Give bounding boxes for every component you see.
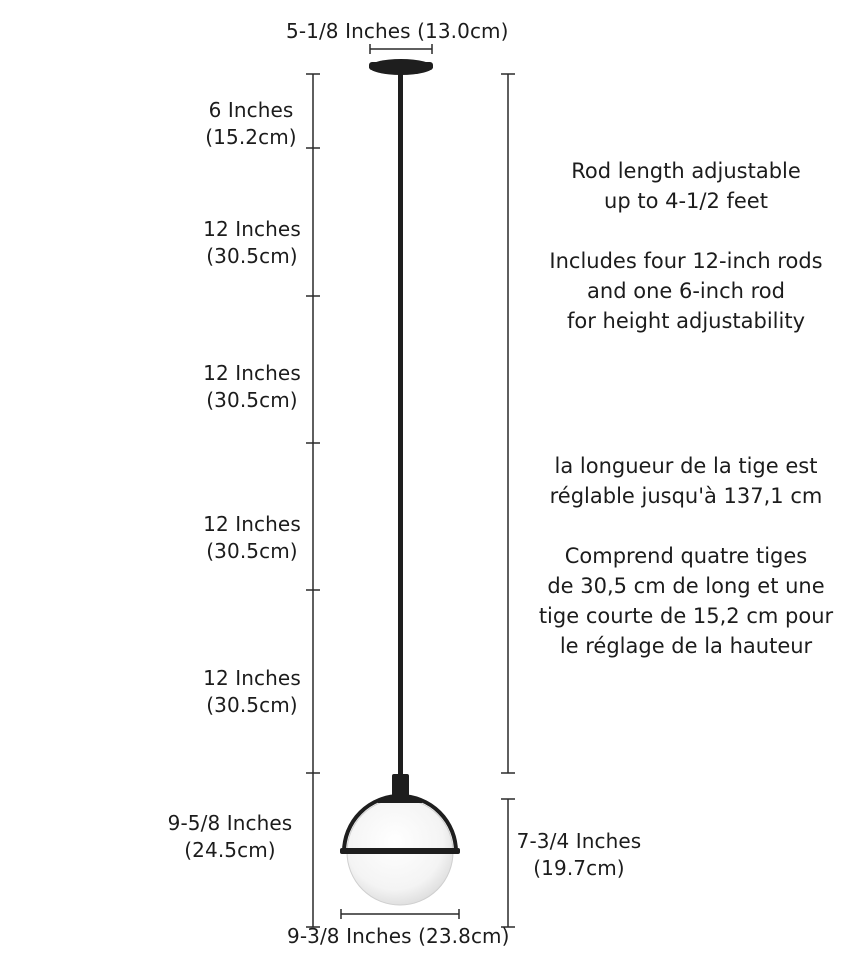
globe-height-inches: 7-3/4 Inches <box>516 829 642 853</box>
en-note-line: for height adjustability <box>566 309 806 333</box>
segment-label-1 <box>205 97 297 151</box>
fr-note-line: réglable jusqu'à 137,1 cm <box>549 484 823 508</box>
socket-cap <box>392 774 409 798</box>
en-note-line: up to 4-1/2 feet <box>604 189 768 213</box>
segment-label-3 <box>197 360 307 414</box>
canopy-base <box>369 62 433 70</box>
segment-3-inches: 12 Inches <box>203 361 301 385</box>
segment-6-inches: 9-5/8 Inches <box>167 811 293 835</box>
segment-2-inches: 12 Inches <box>203 217 301 241</box>
segment-5-inches: 12 Inches <box>203 666 301 690</box>
pendant-fixture <box>340 774 460 905</box>
en-note-line: Includes four 12-inch rods <box>549 249 823 273</box>
segment-3-cm: (30.5cm) <box>206 388 298 412</box>
segment-5-cm: (30.5cm) <box>206 693 298 717</box>
segment-label-5 <box>197 665 307 719</box>
segment-2-cm: (30.5cm) <box>206 244 298 268</box>
rod <box>398 72 403 778</box>
fr-note-line: la longueur de la tige est <box>554 454 818 478</box>
segment-label-2 <box>197 216 307 270</box>
segment-4-cm: (30.5cm) <box>206 539 298 563</box>
canopy-width-label: 5-1/8 Inches (13.0cm) <box>286 19 509 43</box>
fr-note-line: Comprend quatre tiges <box>564 544 808 568</box>
right-rod-dimension-line <box>501 74 515 773</box>
left-dimension-line <box>306 74 320 927</box>
globe-height-line <box>501 799 515 927</box>
globe-height-label <box>514 828 644 882</box>
segment-1-cm: (15.2cm) <box>205 125 297 149</box>
notes-english <box>526 156 846 336</box>
bottom-width-label: 9-3/8 Inches (23.8cm) <box>287 924 510 948</box>
en-note-line: Rod length adjustable <box>571 159 801 183</box>
segment-1-inches: 6 Inches <box>208 98 294 122</box>
en-note-line: and one 6-inch rod <box>587 279 785 303</box>
segment-4-inches: 12 Inches <box>203 512 301 536</box>
segment-label-6 <box>162 810 298 864</box>
segment-label-4 <box>197 511 307 565</box>
horizontal-band <box>340 848 460 854</box>
canopy-width-line <box>370 44 432 54</box>
globe-height-cm: (19.7cm) <box>533 856 625 880</box>
notes-french <box>516 451 856 661</box>
bottom-width-line <box>341 909 459 919</box>
fr-note-line: de 30,5 cm de long et une <box>547 574 825 598</box>
fr-note-line: tige courte de 15,2 cm pour <box>538 604 834 628</box>
segment-6-cm: (24.5cm) <box>184 838 276 862</box>
fr-note-line: le réglage de la hauteur <box>559 634 813 658</box>
